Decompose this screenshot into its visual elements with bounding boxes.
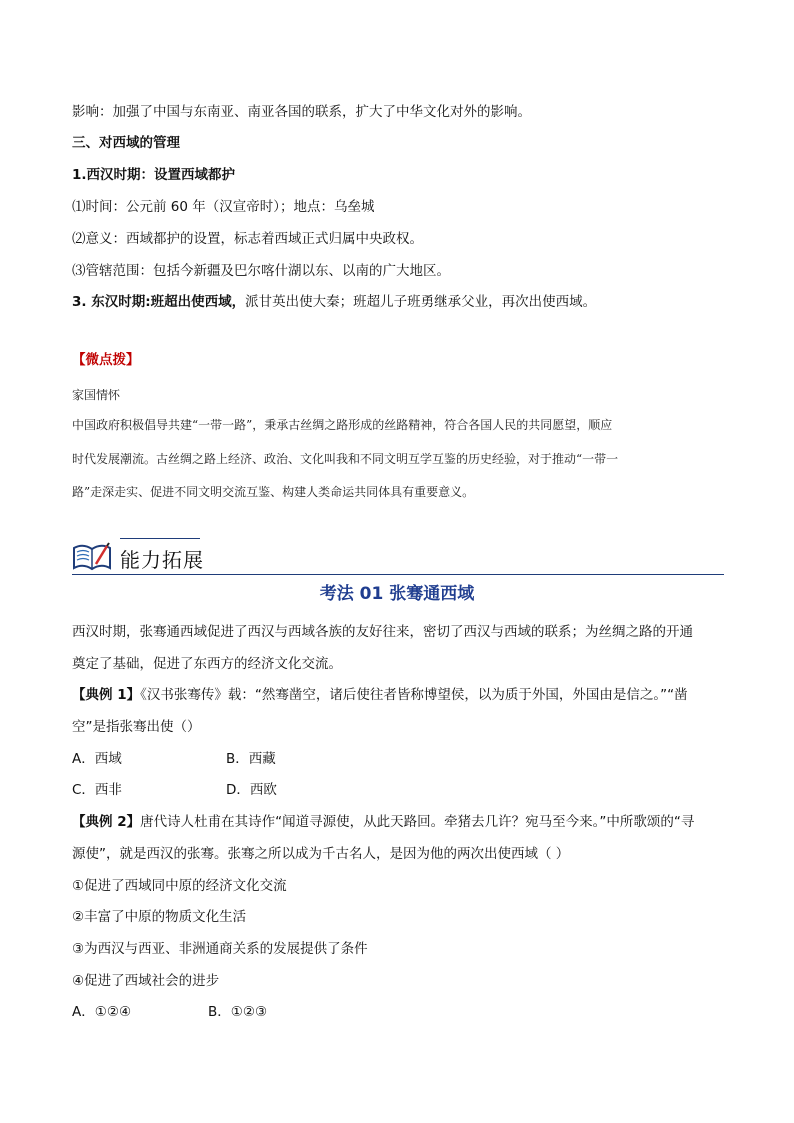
section-header bbox=[72, 538, 724, 578]
section-bottom-line bbox=[72, 574, 724, 575]
section-title: 能力拓展 bbox=[120, 548, 204, 572]
section-top-line bbox=[120, 538, 200, 539]
example-2-option-a[interactable]: A．①②④ bbox=[72, 1004, 132, 1020]
heading-western-regions: 三、对西域的管理 bbox=[72, 135, 180, 151]
example-1-tag: 【典例 1】 bbox=[72, 687, 141, 703]
subheading-western-han: 1.西汉时期：设置西域都护 bbox=[72, 167, 236, 183]
example-2-line-1 bbox=[72, 813, 694, 831]
example-2-option-b[interactable]: B．①②③ bbox=[208, 1004, 268, 1020]
open-book-icon bbox=[72, 540, 112, 572]
subheading-eastern-han bbox=[72, 293, 596, 311]
example-2-statement-1: ①促进了西域同中原的经济文化交流 bbox=[72, 878, 287, 894]
eastern-han-bold: 3. 东汉时期:班超出使西域， bbox=[72, 294, 246, 310]
example-1-option-a[interactable]: A．西域 bbox=[72, 751, 122, 767]
tip-line-3: 路”走深走实、促进不同文明交流互鉴、构建人类命运共同体具有重要意义。 bbox=[72, 485, 475, 499]
example-2-statement-2: ②丰富了中原的物质文化生活 bbox=[72, 909, 247, 925]
example-1-option-d[interactable]: D．西欧 bbox=[226, 782, 277, 798]
intro-line-2: 奠定了基础，促进了东西方的经济文化交流。 bbox=[72, 656, 342, 672]
tip-title: 【微点拨】 bbox=[72, 352, 140, 368]
example-2-line-2: 源使”，就是西汉的张骞。张骞之所以成为千古名人，是因为他的两次出使西域（ ） bbox=[72, 846, 570, 862]
example-2-statement-4: ④促进了西域社会的进步 bbox=[72, 973, 220, 989]
example-2-text: 唐代诗人杜甫在其诗作“闻道寻源使，从此天路回。牵猪去几许？宛马至今来。”中所歌颂的“寻 bbox=[140, 814, 695, 830]
tip-label: 家国情怀 bbox=[72, 388, 121, 402]
intro-line-1: 西汉时期，张骞通西域促进了西汉与西域各族的友好往来，密切了西汉与西域的联系；为丝绸之路的开通 bbox=[72, 624, 693, 640]
example-2-tag: 【典例 2】 bbox=[72, 814, 141, 830]
item-significance: ⑵意义：西域都护的设置，标志着西域正式归属中央政权。 bbox=[72, 231, 423, 247]
tip-line-2: 时代发展潮流。古丝绸之路上经济、政治、文化叫我和不同文明互学互鉴的历史经验，对于推动“一带一 bbox=[72, 452, 619, 466]
eastern-han-rest: 派甘英出使大秦；班超儿子班勇继承父业，再次出使西域。 bbox=[245, 294, 597, 310]
example-1-text: 《汉书张骞传》载：“然骞凿空，诸后使往者皆称博望侯，以为质于外国，外国由是信之。”“凿 bbox=[140, 687, 688, 703]
kaofa-title: 考法 01 张骞通西域 bbox=[319, 584, 475, 604]
item-jurisdiction: ⑶管辖范围：包括今新疆及巴尔喀什湖以东、以南的广大地区。 bbox=[72, 263, 450, 279]
example-1-option-b[interactable]: B．西藏 bbox=[226, 751, 276, 767]
example-1-line-1 bbox=[72, 686, 688, 704]
tip-line-1: 中国政府积极倡导共建“一带一路”，秉承古丝绸之路形成的丝路精神，符合各国人民的共同愿望，顺应 bbox=[72, 418, 613, 432]
item-time-place: ⑴时间：公元前 60 年（汉宣帝时）；地点：乌垒城 bbox=[72, 199, 375, 215]
example-1-option-c[interactable]: C．西非 bbox=[72, 782, 122, 798]
example-1-line-2: 空”是指张骞出使（） bbox=[72, 719, 201, 735]
example-2-statement-3: ③为西汉与西亚、非洲通商关系的发展提供了条件 bbox=[72, 941, 368, 957]
influence-text: 影响：加强了中国与东南亚、南亚各国的联系，扩大了中华文化对外的影响。 bbox=[72, 104, 531, 120]
